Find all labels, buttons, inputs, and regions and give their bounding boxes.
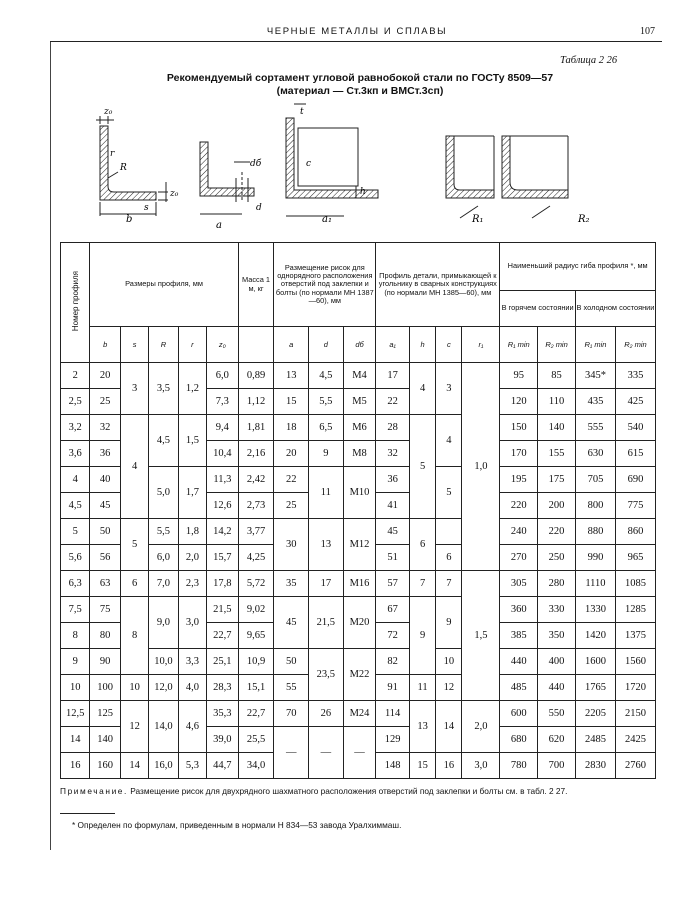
cell: 10 [120, 675, 148, 701]
cell: 15,7 [207, 545, 239, 571]
cell: 4,5 [309, 363, 344, 389]
cell: 4 [409, 363, 435, 415]
cell: 15 [274, 389, 309, 415]
cell: 175 [538, 467, 576, 493]
cell: 6 [409, 519, 435, 571]
cell: 140 [538, 415, 576, 441]
cell: М4 [343, 363, 376, 389]
cell: 6,5 [309, 415, 344, 441]
cell: 28,3 [207, 675, 239, 701]
table-row [61, 363, 656, 389]
table-row [61, 597, 656, 623]
cell: 20 [90, 363, 120, 389]
cell: 82 [376, 649, 410, 675]
cell: 3,2 [61, 415, 90, 441]
cell: 270 [500, 545, 538, 571]
cell: 36 [90, 441, 120, 467]
cell: 15 [409, 753, 435, 779]
cell: 3,3 [178, 649, 206, 675]
cell: 20 [274, 441, 309, 467]
cell: 25,5 [238, 727, 274, 753]
cell: 2485 [575, 727, 615, 753]
cell: 4 [436, 415, 462, 467]
cell: 21,5 [309, 597, 344, 649]
cell: 345* [575, 363, 615, 389]
table-title: Рекомендуемый сортамент угловой равнобокой стали по ГОСТу 8509—57 [166, 72, 554, 84]
cell: 485 [500, 675, 538, 701]
cell: 44,7 [207, 753, 239, 779]
cell: 9 [61, 649, 90, 675]
cell: 13 [309, 519, 344, 571]
cell: 550 [538, 701, 576, 727]
cell: 5 [61, 519, 90, 545]
cell: 705 [575, 467, 615, 493]
cell: 12,5 [61, 701, 90, 727]
cell: 3,77 [238, 519, 274, 545]
cell: 5 [120, 519, 148, 571]
cell: 3 [120, 363, 148, 415]
cell: М8 [343, 441, 376, 467]
bend-hot-drawing [446, 136, 494, 218]
cell: 440 [538, 675, 576, 701]
cell: 9,02 [238, 597, 274, 623]
cell: 4,5 [149, 415, 178, 467]
header-rule [50, 41, 662, 42]
cell: 11 [309, 467, 344, 519]
footnote-rule [60, 813, 115, 814]
cell: 2,16 [238, 441, 274, 467]
cell: 2150 [615, 701, 655, 727]
table-subtitle: (материал — Ст.3кп и ВМСт.3сп) [276, 85, 444, 97]
R2-label: R₂ [578, 214, 590, 225]
bend-cold-drawing [502, 136, 568, 218]
cell: 3,5 [149, 363, 178, 415]
cell: 3 [436, 363, 462, 415]
cell: 36 [376, 467, 410, 493]
note-lead: Примечание. [60, 786, 128, 796]
cell: 4 [61, 467, 90, 493]
cell: 4 [120, 415, 148, 519]
cell: 5,5 [149, 519, 178, 545]
a1-label: a₁ [322, 214, 332, 225]
cell: 425 [615, 389, 655, 415]
cell: 1,12 [238, 389, 274, 415]
cell: 1375 [615, 623, 655, 649]
cell: 125 [90, 701, 120, 727]
cell: 3,0 [178, 597, 206, 649]
cell: 41 [376, 493, 410, 519]
cell: 8 [120, 597, 148, 675]
cell: 150 [500, 415, 538, 441]
cell: 12 [436, 675, 462, 701]
t-label: t [300, 107, 304, 117]
cell: 16,0 [149, 753, 178, 779]
cell: 51 [376, 545, 410, 571]
cell: 16 [436, 753, 462, 779]
cell: 800 [575, 493, 615, 519]
cell: 17 [309, 571, 344, 597]
cell: 170 [500, 441, 538, 467]
cell: 110 [538, 389, 576, 415]
cell: 13 [409, 701, 435, 753]
cell: 22,7 [238, 701, 274, 727]
cell: 2,5 [61, 389, 90, 415]
cell: 2,0 [462, 701, 500, 753]
r-label: r [110, 149, 115, 159]
cell: 880 [575, 519, 615, 545]
cell: 5,72 [238, 571, 274, 597]
cell: 630 [575, 441, 615, 467]
cell: 9,65 [238, 623, 274, 649]
cell: 2,42 [238, 467, 274, 493]
cell: 14 [120, 753, 148, 779]
c-label: c [306, 159, 312, 169]
cell: 57 [376, 571, 410, 597]
cell: 50 [90, 519, 120, 545]
cell: 1600 [575, 649, 615, 675]
h-label: h [360, 187, 366, 197]
left-margin-line [50, 42, 51, 850]
cell: 195 [500, 467, 538, 493]
cell: 11,3 [207, 467, 239, 493]
cell: — [274, 727, 309, 779]
radius-group-header: Наименьший радиус гиба профиля *, мм [500, 243, 656, 291]
cell: 35 [274, 571, 309, 597]
cell: 14 [61, 727, 90, 753]
cell: М22 [343, 649, 376, 701]
cell: М20 [343, 597, 376, 649]
cell: 700 [538, 753, 576, 779]
table-row [61, 467, 656, 493]
cell: 13 [274, 363, 309, 389]
cell: 25,1 [207, 649, 239, 675]
cell: 220 [538, 519, 576, 545]
hot-header: В горячем состоянии [500, 291, 576, 327]
mass-header: Масса 1 м, кг [238, 243, 274, 327]
table-row [61, 571, 656, 597]
cell: 3,0 [462, 753, 500, 779]
cell: 80 [90, 623, 120, 649]
z0-top-label: z₀ [104, 107, 113, 117]
cell: 9 [409, 597, 435, 675]
cell: 400 [538, 649, 576, 675]
col-R1min-cold: R₁ min [575, 327, 615, 363]
cell: 26 [309, 701, 344, 727]
cell: 120 [500, 389, 538, 415]
cell: 615 [615, 441, 655, 467]
cell: 5 [436, 467, 462, 519]
d-label: d [256, 203, 262, 213]
cell: 360 [500, 597, 538, 623]
cell: 10 [436, 649, 462, 675]
cell: 280 [538, 571, 576, 597]
cell: 555 [575, 415, 615, 441]
cell: 350 [538, 623, 576, 649]
cell: 1330 [575, 597, 615, 623]
cell: 2,0 [178, 545, 206, 571]
a-label: a [216, 220, 222, 231]
z0-side-label: z₀ [170, 189, 179, 199]
cell: 12,6 [207, 493, 239, 519]
cell: 1085 [615, 571, 655, 597]
detail-group-header: Профиль детали, примыкающей к угольнику в сварных конструкциях (по нормали МН 1385—60), мм [376, 243, 500, 327]
d6-label: dб [250, 159, 262, 169]
cell: 75 [90, 597, 120, 623]
dims-group-header: Размеры профиля, мм [90, 243, 238, 327]
cell: 860 [615, 519, 655, 545]
cell: 7 [436, 571, 462, 597]
table-row [61, 519, 656, 545]
table-row [61, 415, 656, 441]
cell: 148 [376, 753, 410, 779]
col-d: d [309, 327, 344, 363]
cell: 1,8 [178, 519, 206, 545]
col-b: b [90, 327, 120, 363]
angle-section-drawing [96, 116, 168, 216]
cell: 22,7 [207, 623, 239, 649]
cell: 90 [90, 649, 120, 675]
cell: 5 [409, 415, 435, 519]
cell: 39,0 [207, 727, 239, 753]
cell: 5,5 [309, 389, 344, 415]
cell: 9 [436, 597, 462, 649]
R1-label: R₁ [472, 214, 484, 225]
cell: 12 [120, 701, 148, 753]
angle-steel-table [60, 242, 656, 779]
cell [436, 519, 462, 545]
cell: 10,4 [207, 441, 239, 467]
table-note [60, 786, 656, 797]
note-text: Размещение рисок для двухрядного шахматного расположения отверстий под заклепки и болты см. в табл. 2 27. [127, 786, 568, 796]
cell: 12,0 [149, 675, 178, 701]
cell: — [343, 727, 376, 779]
cell: 5,6 [61, 545, 90, 571]
cell: 160 [90, 753, 120, 779]
cell: 7 [409, 571, 435, 597]
cell: М10 [343, 467, 376, 519]
cell: 1,2 [178, 363, 206, 415]
holes-group-header: Размещение рисок для однорядного расположения отверстий под заклепки и болты (по нормали МН 1387—60), мм [274, 243, 376, 327]
cell: 200 [538, 493, 576, 519]
cell: 50 [274, 649, 309, 675]
cell: 55 [274, 675, 309, 701]
cell: 8 [61, 623, 90, 649]
cell: 10,0 [149, 649, 178, 675]
col-r1: r₁ [462, 327, 500, 363]
cell: 965 [615, 545, 655, 571]
col-R1min-hot: R₁ min [500, 327, 538, 363]
cell: 2 [61, 363, 90, 389]
cell: 9,4 [207, 415, 239, 441]
cell: 45 [90, 493, 120, 519]
cell: 1420 [575, 623, 615, 649]
cell: 70 [274, 701, 309, 727]
cell: 2830 [575, 753, 615, 779]
col-z0: z₀ [207, 327, 239, 363]
col-h: h [409, 327, 435, 363]
col-a: a [274, 327, 309, 363]
cell: 56 [90, 545, 120, 571]
cell: 10,9 [238, 649, 274, 675]
cell: 6,0 [207, 363, 239, 389]
col-R2min-cold: R₂ min [615, 327, 655, 363]
cell: 16 [61, 753, 90, 779]
cell: 30 [274, 519, 309, 571]
cell: 63 [90, 571, 120, 597]
col-c: c [436, 327, 462, 363]
col-mass-blank [238, 327, 274, 363]
cell: 1110 [575, 571, 615, 597]
cell: 620 [538, 727, 576, 753]
cell: 155 [538, 441, 576, 467]
cell: 45 [376, 519, 410, 545]
cell: 5,3 [178, 753, 206, 779]
cell: 6 [120, 571, 148, 597]
cell: 4,6 [178, 701, 206, 753]
cell: 9 [309, 441, 344, 467]
cell: 330 [538, 597, 576, 623]
cell: 34,0 [238, 753, 274, 779]
cell: 21,5 [207, 597, 239, 623]
cell: 335 [615, 363, 655, 389]
cell: 129 [376, 727, 410, 753]
col-r: r [178, 327, 206, 363]
cell: 1,5 [178, 415, 206, 467]
cell: 220 [500, 493, 538, 519]
profile-drawings [58, 98, 658, 240]
cell: 25 [90, 389, 120, 415]
cell: 440 [500, 649, 538, 675]
cell: 2425 [615, 727, 655, 753]
cell: 690 [615, 467, 655, 493]
cell: 250 [538, 545, 576, 571]
cell: 240 [500, 519, 538, 545]
cell: 22 [274, 467, 309, 493]
cell: 2,73 [238, 493, 274, 519]
hole-layout-drawing [200, 142, 254, 214]
cell: М12 [343, 519, 376, 571]
cell: 7,5 [61, 597, 90, 623]
cell: 990 [575, 545, 615, 571]
table-number: Таблица 2 26 [560, 55, 618, 66]
cell: М24 [343, 701, 376, 727]
cell: 680 [500, 727, 538, 753]
col-R: R [149, 327, 178, 363]
cell: 72 [376, 623, 410, 649]
cell: 14,0 [149, 701, 178, 753]
cell: 100 [90, 675, 120, 701]
b-label: b [126, 214, 133, 225]
cell: 780 [500, 753, 538, 779]
cell: 2760 [615, 753, 655, 779]
footnote: * Определен по формулам, приведенным в нормали Н 834—53 завода Уралхиммаш. [72, 820, 402, 830]
cell: 1720 [615, 675, 655, 701]
cell: 1560 [615, 649, 655, 675]
cell: 14,2 [207, 519, 239, 545]
cell: 9,0 [149, 597, 178, 649]
welded-detail-drawing [286, 104, 378, 216]
R-label: R [120, 163, 127, 173]
cell: 91 [376, 675, 410, 701]
col-d6: dб [343, 327, 376, 363]
col-R2min-hot: R₂ min [538, 327, 576, 363]
cell: 35,3 [207, 701, 239, 727]
table-row [61, 701, 656, 727]
cell: 32 [90, 415, 120, 441]
cell: 1,5 [462, 571, 500, 701]
cell: 17 [376, 363, 410, 389]
cell: 4,0 [178, 675, 206, 701]
cell: 1,81 [238, 415, 274, 441]
cell: 15,1 [238, 675, 274, 701]
cell: 6 [436, 545, 462, 571]
cell: 4,5 [61, 493, 90, 519]
cell: 22 [376, 389, 410, 415]
cell: 7,0 [149, 571, 178, 597]
cell: 305 [500, 571, 538, 597]
cell: М16 [343, 571, 376, 597]
cell: 11 [409, 675, 435, 701]
s-label: s [144, 203, 149, 213]
cell: 114 [376, 701, 410, 727]
cell: 2205 [575, 701, 615, 727]
col-a1: a₁ [376, 327, 410, 363]
cold-header: В холодном состоянии [575, 291, 655, 327]
table-row [61, 649, 656, 675]
cell: — [309, 727, 344, 779]
cell: 45 [274, 597, 309, 649]
cell: 4,25 [238, 545, 274, 571]
cell: 32 [376, 441, 410, 467]
cell: 7,3 [207, 389, 239, 415]
cell: 140 [90, 727, 120, 753]
cell: 1285 [615, 597, 655, 623]
cell: 6,0 [149, 545, 178, 571]
col-s: s [120, 327, 148, 363]
cell: 775 [615, 493, 655, 519]
cell: М6 [343, 415, 376, 441]
cell: 14 [436, 701, 462, 753]
cell: 3,6 [61, 441, 90, 467]
cell: 600 [500, 701, 538, 727]
cell: 1765 [575, 675, 615, 701]
cell: 10 [61, 675, 90, 701]
cell: 6,3 [61, 571, 90, 597]
running-header: ЧЕРНЫЕ МЕТАЛЛЫ И СПЛАВЫ [266, 26, 448, 37]
col-profile-no: Номер профиля [61, 243, 90, 363]
cell: 67 [376, 597, 410, 623]
cell: 28 [376, 415, 410, 441]
cell: 1,0 [462, 363, 500, 571]
cell: 40 [90, 467, 120, 493]
cell: 95 [500, 363, 538, 389]
cell: 2,3 [178, 571, 206, 597]
cell: 0,89 [238, 363, 274, 389]
cell: 18 [274, 415, 309, 441]
page-number: 107 [640, 26, 655, 37]
cell: 5,0 [149, 467, 178, 519]
cell: 1,7 [178, 467, 206, 519]
cell: 85 [538, 363, 576, 389]
cell: 385 [500, 623, 538, 649]
cell: М5 [343, 389, 376, 415]
cell: 435 [575, 389, 615, 415]
cell: 25 [274, 493, 309, 519]
cell: 23,5 [309, 649, 344, 701]
cell: 17,8 [207, 571, 239, 597]
cell: 540 [615, 415, 655, 441]
